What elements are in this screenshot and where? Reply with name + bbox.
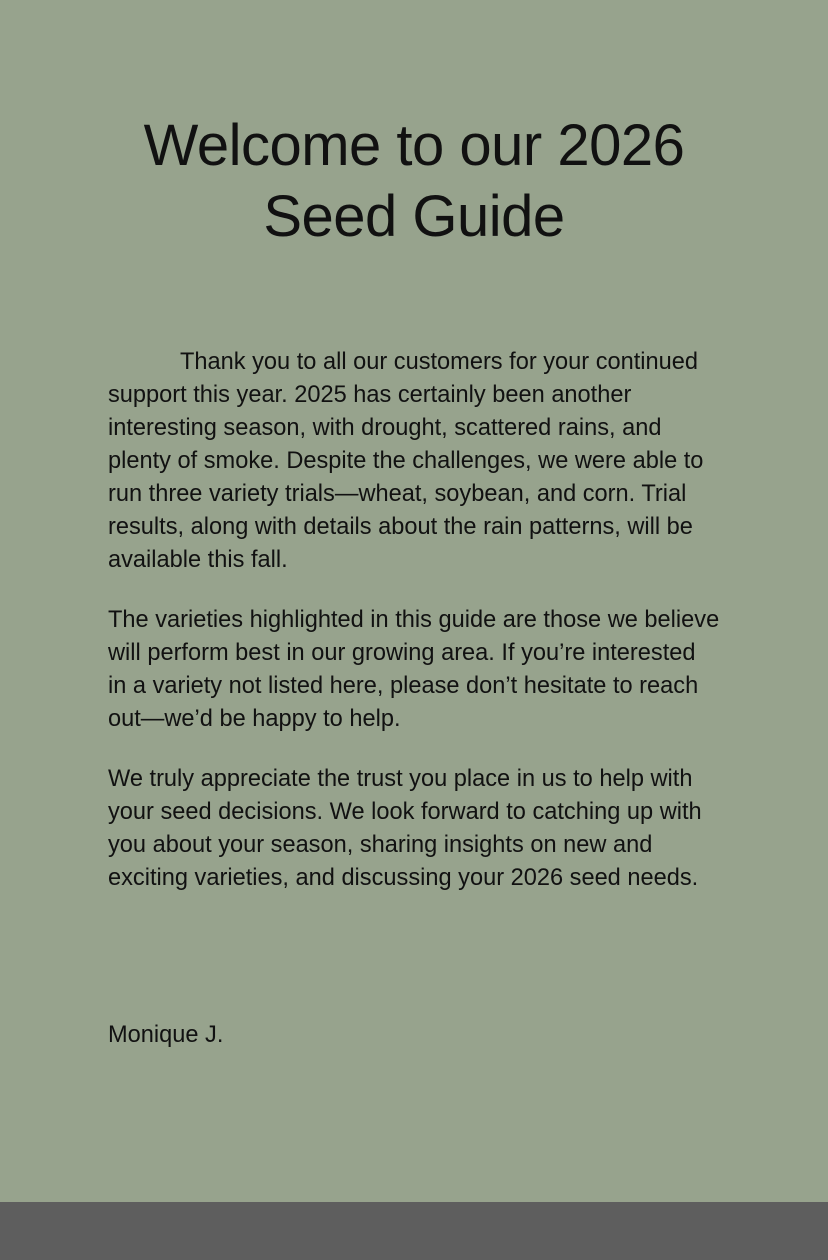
page-title xyxy=(0,110,828,252)
paragraph-2: The varieties highlighted in this guide are those we believe will perform best in our growing area. If you’re interested in a variety not listed here, please don’t hesitate to reach out—we’d be happy to help. xyxy=(108,607,720,732)
paragraph-3: We truly appreciate the trust you place in us to help with your seed decisions. We look forward to catching up with you about your season, sharing insights on new and exciting varieties, and discussing your 2026 seed needs. xyxy=(108,766,702,891)
letter-body xyxy=(108,346,720,922)
paragraph-1: Thank you to all our customers for your continued support this year. 2025 has certainly been another interesting season, with drought, scattered rains, and plenty of smoke. Despite the challenges, we were able to run three variety trials—wheat, soybean, and corn. Trial results, along with details about the rain patterns, will be available this fall. xyxy=(108,349,704,573)
footer-bar xyxy=(0,1202,828,1260)
signature: Monique J. xyxy=(108,1022,224,1048)
page-title-line-2: Seed Guide xyxy=(263,184,565,249)
page-title-line-1: Welcome to our 2026 xyxy=(143,113,685,178)
